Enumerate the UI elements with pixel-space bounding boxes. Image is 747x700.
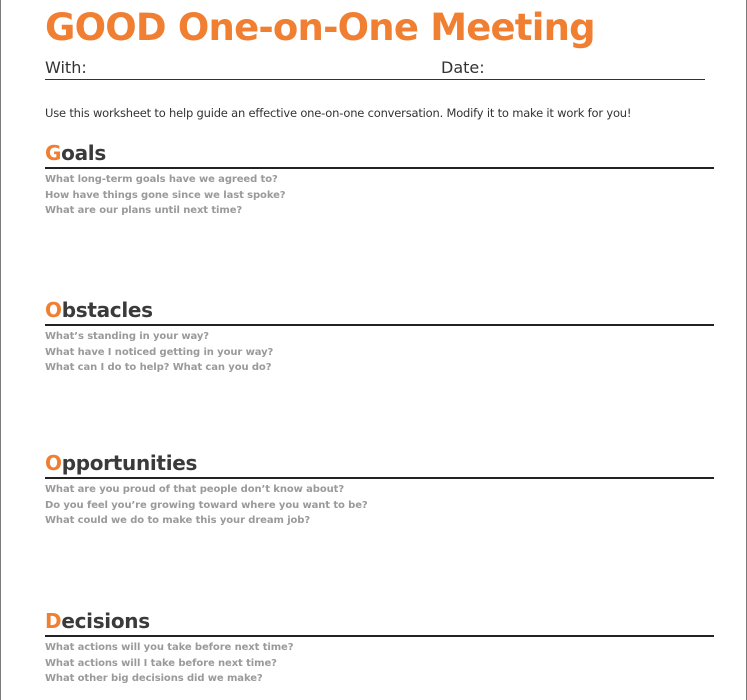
prompt-item: What are our plans until next time? [45, 205, 243, 216]
heading-rest: bstacles [61, 298, 153, 322]
worksheet-page [1, 0, 746, 700]
page-title: GOOD One-on-One Meeting [45, 6, 595, 49]
section-heading [45, 451, 714, 479]
prompt-item: How have things gone since we last spoke? [45, 189, 286, 201]
intro-text: Use this worksheet to help guide an effective one-on-one conversation. Modify it to make it work for you! [45, 106, 632, 120]
with-label: With: [45, 58, 87, 77]
prompt-list [45, 329, 714, 376]
section-goals [45, 141, 714, 219]
heading-initial: O [45, 451, 62, 475]
heading-rest: oals [61, 141, 106, 165]
date-label: Date: [441, 58, 485, 77]
heading-initial: G [45, 141, 62, 165]
prompt-list [45, 172, 714, 219]
prompt-list [45, 482, 714, 529]
heading-rest: pportunities [61, 451, 198, 475]
prompt-item: What are you proud of that people don’t know about? [45, 484, 345, 495]
section-heading [45, 141, 714, 169]
section-obstacles [45, 298, 714, 376]
prompt-item: Do you feel you’re growing toward where you want to be? [45, 499, 368, 511]
meeting-info-row [45, 58, 705, 80]
prompt-item: What can I do to help? What can you do? [45, 362, 272, 373]
section-opportunities [45, 451, 714, 529]
prompt-item: What have I noticed getting in your way? [45, 346, 274, 358]
prompt-item: What actions will I take before next time? [45, 657, 277, 669]
prompt-item: What’s standing in your way? [45, 331, 210, 342]
heading-initial: O [45, 298, 62, 322]
section-heading [45, 298, 714, 326]
prompt-item: What actions will you take before next time? [45, 642, 294, 653]
section-heading [45, 609, 714, 637]
prompt-list [45, 640, 714, 687]
prompt-item: What long-term goals have we agreed to? [45, 174, 278, 185]
heading-initial: D [45, 609, 62, 633]
section-decisions [45, 609, 714, 687]
prompt-item: What could we do to make this your dream job? [45, 515, 311, 526]
prompt-item: What other big decisions did we make? [45, 673, 263, 684]
heading-rest: ecisions [61, 609, 150, 633]
